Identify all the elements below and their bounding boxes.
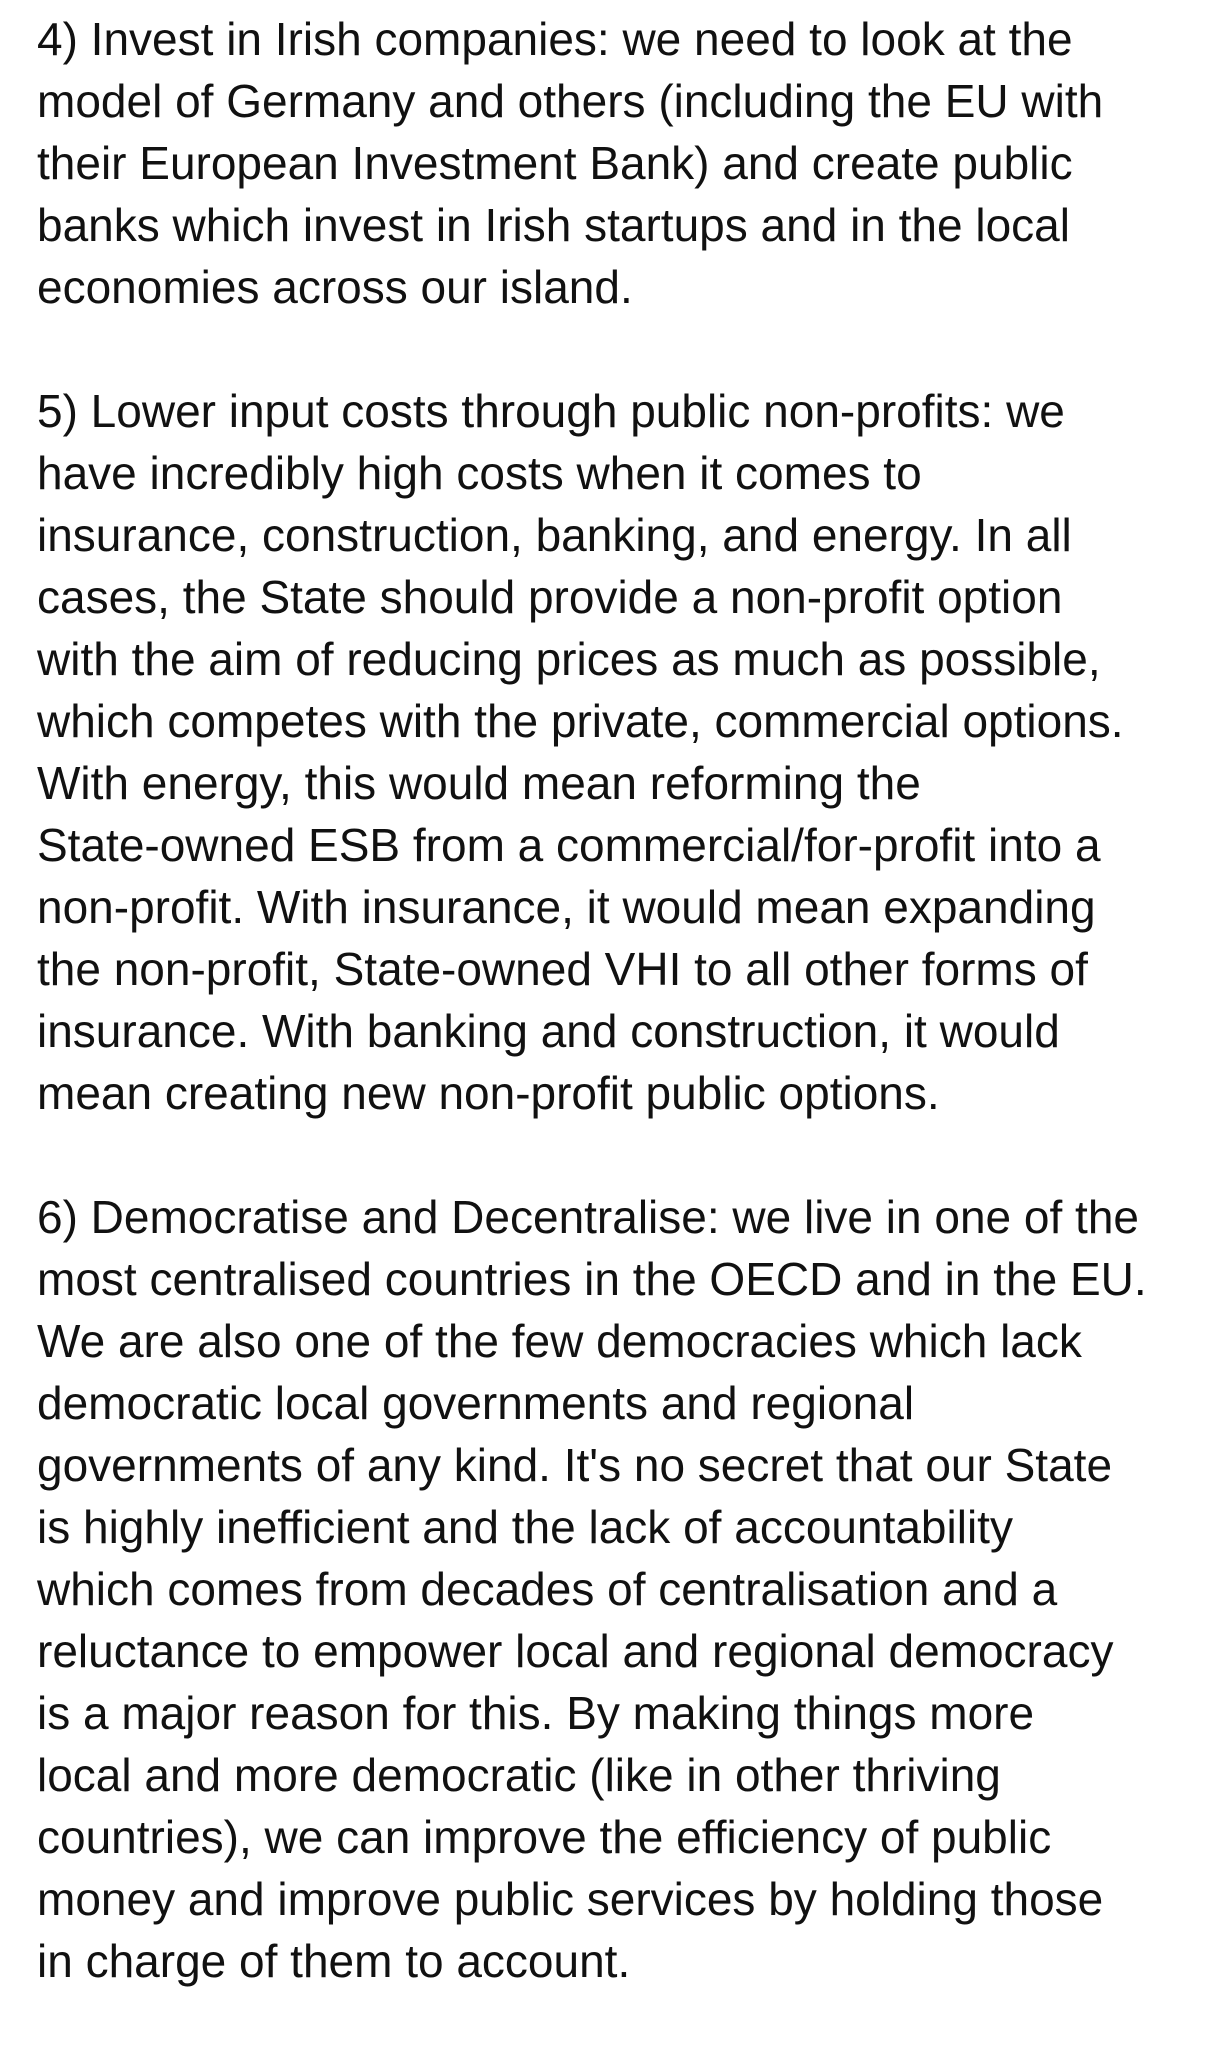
paragraph-point-4 [37,8,1217,318]
text-line: insurance. With banking and construction, it would [37,1005,1060,1057]
text-line: which competes with the private, commercial options. [37,695,1124,747]
text-line: State-owned ESB from a commercial/for-profit into a [37,819,1101,871]
text-line: We are also one of the few democracies which lack [37,1315,1082,1367]
text-line: 5) Lower input costs through public non-profits: we [37,385,1065,437]
text-line: With energy, this would mean reforming the [37,757,921,809]
post-text [37,8,1217,2054]
paragraph-point-6 [37,1186,1217,1992]
text-line: in charge of them to account. [37,1935,631,1987]
text-line: governments of any kind. It's no secret that our State [37,1439,1113,1491]
text-line: model of Germany and others (including the EU with [37,75,1104,127]
text-line: countries), we can improve the efficiency of public [37,1811,1052,1863]
text-line: have incredibly high costs when it comes to [37,447,922,499]
text-line: non-profit. With insurance, it would mean expanding [37,881,1096,933]
text-line: banks which invest in Irish startups and in the local [37,199,1070,251]
text-line: is highly inefficient and the lack of accountability [37,1501,1013,1553]
text-line: with the aim of reducing prices as much as possible, [37,633,1101,685]
text-line: most centralised countries in the OECD and in the EU. [37,1253,1147,1305]
text-line: is a major reason for this. By making things more [37,1687,1035,1739]
text-line: democratic local governments and regional [37,1377,915,1429]
paragraph-point-5 [37,380,1217,1124]
text-line: local and more democratic (like in other thriving [37,1749,1001,1801]
text-line: the non-profit, State-owned VHI to all other forms of [37,943,1088,995]
text-line: reluctance to empower local and regional democracy [37,1625,1114,1677]
text-line: cases, the State should provide a non-profit option [37,571,1063,623]
text-line: insurance, construction, banking, and energy. In all [37,509,1072,561]
text-line: 4) Invest in Irish companies: we need to look at the [37,13,1073,65]
text-line: economies across our island. [37,261,633,313]
text-line: their European Investment Bank) and create public [37,137,1073,189]
text-line: money and improve public services by holding those [37,1873,1104,1925]
text-line: which comes from decades of centralisation and a [37,1563,1058,1615]
text-line: mean creating new non-profit public options. [37,1067,940,1119]
text-line: 6) Democratise and Decentralise: we live in one of the [37,1191,1140,1243]
